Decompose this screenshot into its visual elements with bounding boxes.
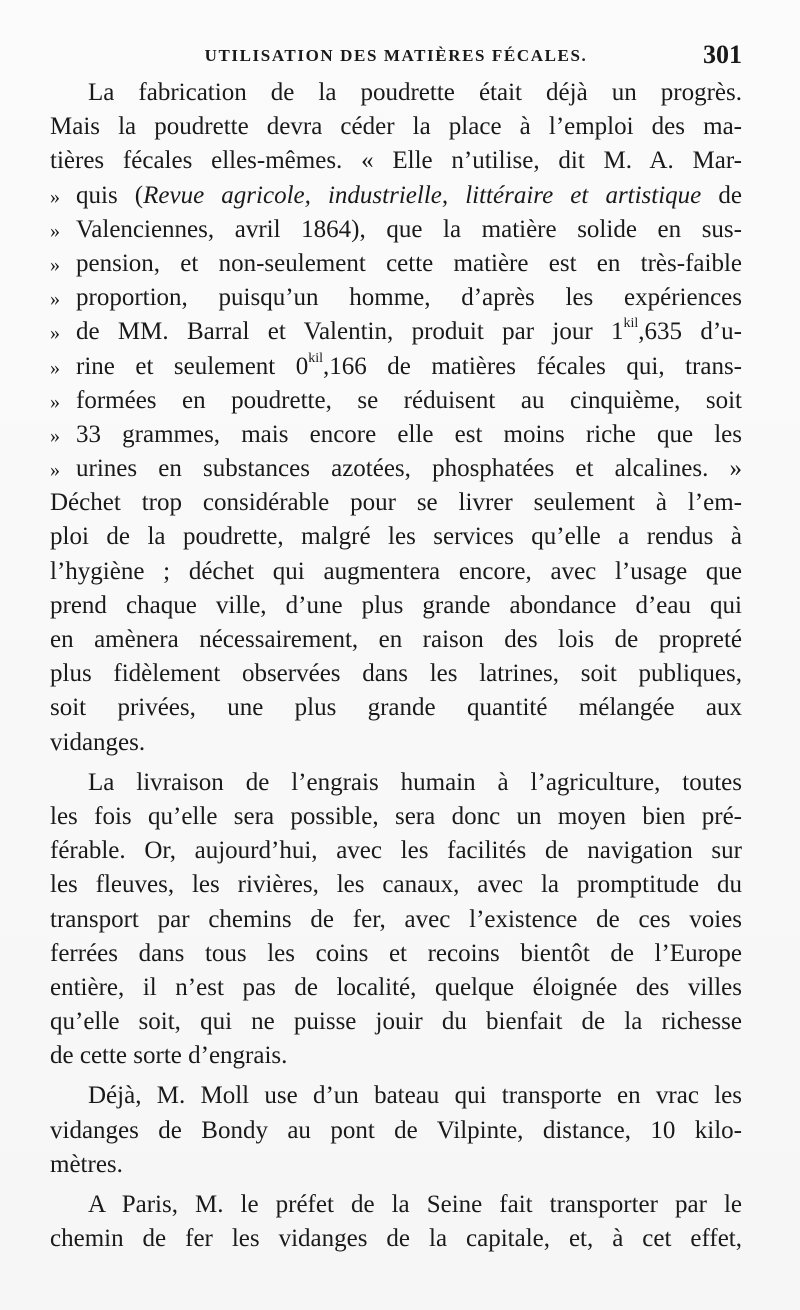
text-line [50,1148,742,1182]
text-line [50,589,742,623]
text-segment: prend chaque ville, d’une plus grande abondance d’eau qui [50,591,742,619]
text-line [50,800,742,834]
text-segment: 33 grammes, mais encore elle est moins riche que les [76,420,742,448]
text-line [50,213,742,247]
running-head [50,38,742,74]
text-segment: les fleuves, les rivières, les canaux, avec la promptitude du [50,871,742,899]
paragraph [50,766,742,1074]
running-title: UTILISATION DES MATIÈRES FÉCALES. [204,46,588,65]
text-segment: de MM. Barral et Valentin, produit par jour 1 [76,318,624,346]
italic-title: Revue agricole, industrielle, littéraire et artistique [143,181,702,209]
text-segment: Déchet trop considérable pour se livrer seulement à l’em- [50,489,742,517]
text-line [50,766,742,800]
text-line [50,971,742,1005]
quote-mark: » [50,253,60,276]
text-segment: formées en poudrette, se réduisent au cinquième, soit [76,386,742,414]
quote-mark: » [50,424,60,447]
text-line [50,384,742,418]
text-segment: de [701,181,742,209]
text-line [50,903,742,937]
text-line [50,144,742,178]
text-segment: l’hygiène ; déchet qui augmentera encore, avec l’usage que [50,557,742,585]
text-segment: pension, et non-seulement cette matière est en très-faible [76,249,742,277]
text-line [50,179,742,213]
text-line [50,315,742,349]
quote-mark: » [50,219,60,242]
text-segment: proportion, puisqu’un homme, d’après les expériences [76,284,742,312]
text-line [50,247,742,281]
quote-mark: » [50,390,60,413]
quote-mark: » [50,288,60,311]
text-segment: Déjà, M. Moll use d’un bateau qui transporte en vrac les [88,1082,742,1110]
text-line [50,868,742,902]
quote-mark: » [50,185,60,208]
text-segment: ,166 de matières fécales qui, trans- [323,352,743,380]
text-line [50,76,742,110]
text-line [50,1222,742,1256]
text-segment: soit privées, une plus grande quantité mélangée aux [50,694,742,722]
text-line [50,452,742,486]
text-segment: vidanges de Bondy au pont de Vilpinte, distance, 10 kilo- [50,1116,742,1144]
text-segment: plus fidèlement observées dans les latrines, soit publiques, [50,660,742,688]
paragraph [50,1079,742,1182]
body-text [50,76,742,1256]
quote-mark: » [50,322,60,345]
text-line [50,486,742,520]
text-line [50,1039,742,1073]
text-line [50,657,742,691]
text-line [50,937,742,971]
paragraph [50,1188,742,1256]
page-number: 301 [703,40,742,69]
text-segment: de cette sorte d’engrais. [50,1042,288,1070]
text-line [50,555,742,589]
text-segment: Mais la poudrette devra céder la place à l’emploi des ma- [50,113,742,141]
text-segment: quis ( [76,181,144,209]
quote-mark: » [50,459,60,482]
text-segment: ploi de la poudrette, malgré les services qu’elle a rendus à [50,523,742,551]
text-segment: férable. Or, aujourd’hui, avec les facilités de navigation sur [50,837,742,865]
text-segment: mètres. [50,1150,123,1178]
text-segment: entière, il n’est pas de localité, quelque éloignée des villes [50,973,742,1001]
text-line [50,520,742,554]
text-line [50,691,742,725]
text-segment: La livraison de l’engrais humain à l’agriculture, toutes [88,768,742,796]
text-segment: les fois qu’elle sera possible, sera donc un moyen bien pré- [50,802,742,830]
text-line [50,110,742,144]
text-line [50,726,742,760]
text-segment: urines en substances azotées, phosphatées et alcalines. » [76,455,742,483]
text-line [50,623,742,657]
text-segment: La fabrication de la poudrette était déjà un progrès. [88,79,742,106]
text-segment: ferrées dans tous les coins et recoins bientôt de l’Europe [50,939,742,967]
text-line [50,1188,742,1222]
text-line [50,1005,742,1039]
text-segment: A Paris, M. le préfet de la Seine fait transporter par le [88,1191,742,1218]
text-line [50,834,742,868]
text-segment: en amènera nécessairement, en raison des lois de propreté [50,626,742,653]
text-segment: tières fécales elles-mêmes. « Elle n’utilise, dit M. A. Mar- [50,147,742,175]
text-segment: ,635 d’u- [638,318,742,346]
text-line [50,350,742,384]
unit-superscript: kil [308,350,324,366]
paragraph [50,76,742,760]
text-segment: vidanges. [50,728,146,756]
text-segment: rine et seulement 0 [76,352,309,380]
unit-superscript: kil [623,316,639,332]
text-line [50,1079,742,1113]
quote-mark: » [50,356,60,379]
text-segment: chemin de fer les vidanges de la capitale, et, à cet effet, [50,1225,742,1253]
text-line [50,1114,742,1148]
text-line [50,281,742,315]
text-line [50,418,742,452]
text-segment: Valenciennes, avril 1864), que la matière solide en sus- [76,215,742,243]
text-segment: qu’elle soit, qui ne puisse jouir du bienfait de la richesse [50,1008,742,1036]
text-segment: transport par chemins de fer, avec l’existence de ces voies [50,905,742,933]
